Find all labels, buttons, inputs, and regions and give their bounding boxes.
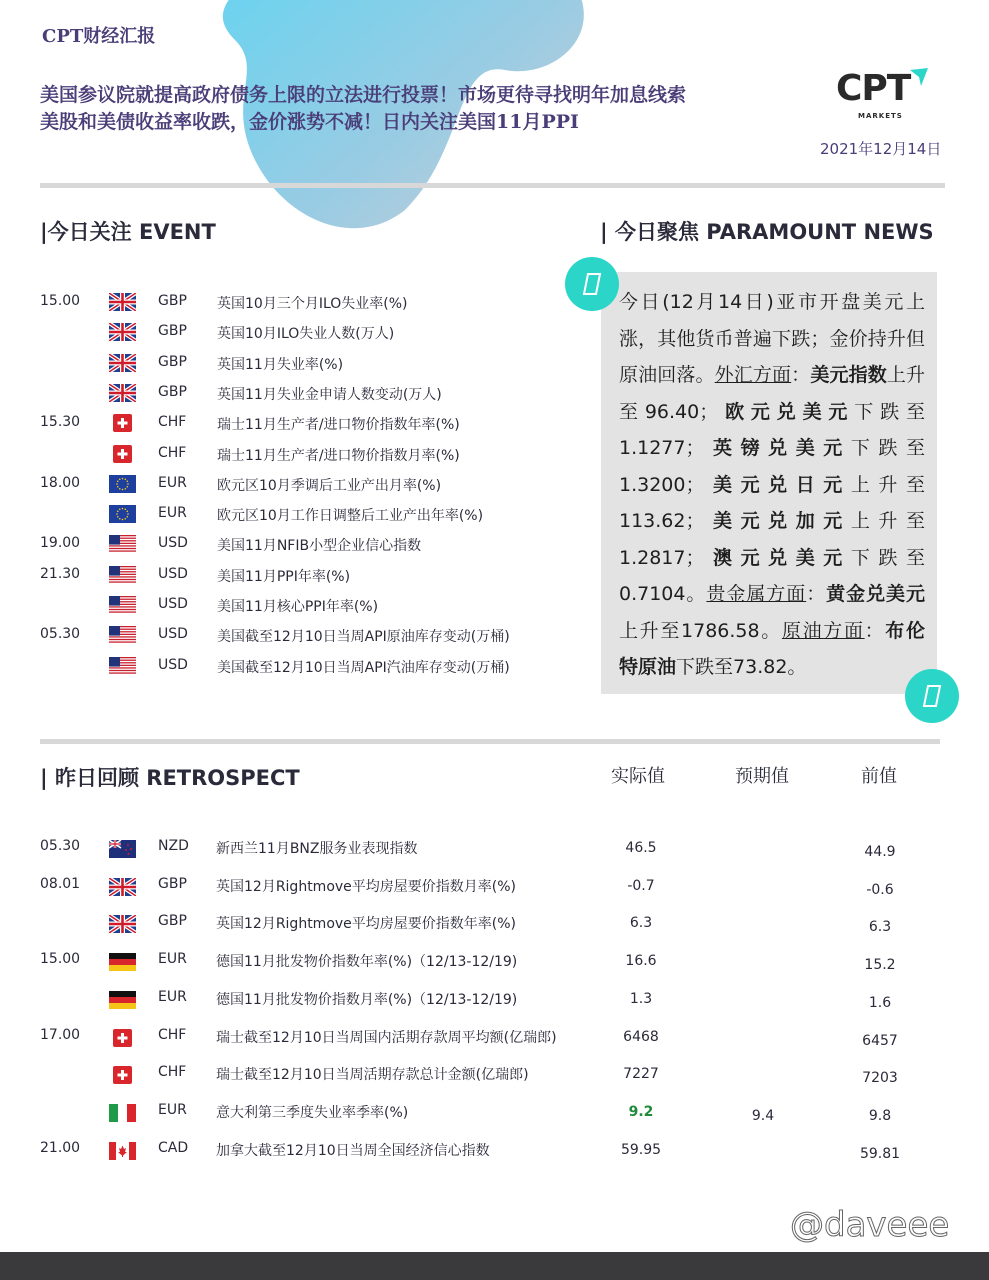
retrospect-row bbox=[40, 1136, 940, 1172]
event-currency: USD bbox=[158, 656, 188, 673]
event-currency: EUR bbox=[158, 474, 187, 491]
eu-flag-icon bbox=[109, 475, 136, 493]
event-row bbox=[40, 469, 560, 499]
retro-description: 意大利第三季度失业率季率(%) bbox=[216, 1104, 409, 1121]
retro-actual: 6.3 bbox=[629, 915, 653, 932]
fx-label: 外汇方面 bbox=[714, 364, 792, 386]
event-time: 19.00 bbox=[40, 535, 81, 552]
retro-currency: CHF bbox=[158, 1026, 187, 1043]
event-description: 瑞士11月生产者/进口物价指数年率(%) bbox=[217, 417, 460, 434]
retro-description: 瑞士截至12月10日当周国内活期存款周平均额(亿瑞郎) bbox=[216, 1029, 557, 1046]
retro-currency: CAD bbox=[158, 1139, 189, 1156]
divider-middle bbox=[40, 739, 940, 744]
retrospect-row bbox=[40, 909, 940, 945]
quote-close-icon bbox=[905, 669, 959, 723]
event-row bbox=[40, 378, 560, 408]
germany-flag-icon bbox=[109, 991, 136, 1009]
event-description: 瑞士11月生产者/进口物价指数月率(%) bbox=[217, 447, 460, 464]
new-zealand-flag-icon bbox=[109, 840, 136, 858]
retro-description: 德国11月批发物价指数月率(%)（12/13-12/19) bbox=[216, 991, 518, 1008]
event-currency: USD bbox=[158, 626, 188, 643]
retro-time: 17.00 bbox=[40, 1026, 81, 1043]
retro-actual: 46.5 bbox=[625, 840, 657, 856]
retro-currency: EUR bbox=[158, 988, 187, 1005]
retro-prev: 59.81 bbox=[859, 1145, 901, 1162]
event-row bbox=[40, 317, 560, 347]
event-description: 欧元区10月季调后工业产出月率(%) bbox=[217, 477, 442, 494]
retrospect-row bbox=[40, 1060, 940, 1096]
retro-prev: 1.6 bbox=[868, 994, 892, 1011]
event-currency: USD bbox=[158, 565, 188, 582]
brand-small: CPT财经汇报 bbox=[42, 26, 156, 47]
event-description: 英国10月ILO失业人数(万人) bbox=[217, 326, 395, 343]
retro-time: 05.30 bbox=[40, 838, 81, 854]
canada-flag-icon bbox=[109, 1142, 136, 1160]
retro-description: 瑞士截至12月10日当周活期存款总计金额(亿瑞郎) bbox=[216, 1067, 529, 1084]
event-time: 05.30 bbox=[40, 626, 81, 643]
retro-prev: 9.8 bbox=[868, 1107, 892, 1124]
switzerland-flag-icon bbox=[109, 445, 136, 463]
event-currency: GBP bbox=[158, 353, 187, 370]
us-flag-icon bbox=[109, 657, 136, 675]
event-description: 美国11月NFIB小型企业信心指数 bbox=[217, 538, 422, 555]
retro-prev: 44.9 bbox=[864, 844, 896, 860]
uk-flag-icon bbox=[109, 915, 136, 933]
retro-currency: EUR bbox=[158, 1101, 187, 1118]
event-currency: GBP bbox=[158, 383, 187, 400]
event-description: 欧元区10月工作日调整后工业产出年率(%) bbox=[217, 508, 484, 525]
event-currency: EUR bbox=[158, 505, 187, 522]
event-currency: GBP bbox=[158, 323, 187, 340]
retrospect-row bbox=[40, 1098, 940, 1134]
retro-actual: -0.7 bbox=[627, 877, 655, 894]
event-time: 18.00 bbox=[40, 474, 81, 491]
event-description: 美国截至12月10日当周API原油库存变动(万桶) bbox=[217, 629, 510, 646]
eu-flag-icon bbox=[109, 505, 136, 523]
retro-currency: NZD bbox=[158, 838, 189, 854]
event-currency: CHF bbox=[158, 444, 187, 461]
headline bbox=[40, 82, 830, 136]
event-row bbox=[40, 529, 560, 559]
retro-description: 新西兰11月BNZ服务业表现指数 bbox=[216, 841, 418, 857]
retro-description: 德国11月批发物价指数年率(%)（12/13-12/19) bbox=[216, 954, 518, 971]
col-actual-header: 实际值 bbox=[611, 766, 665, 787]
switzerland-flag-icon bbox=[109, 1066, 136, 1084]
retro-currency: EUR bbox=[158, 951, 187, 968]
event-time: 15.00 bbox=[40, 293, 81, 309]
news-title: | 今日聚焦 PARAMOUNT NEWS bbox=[600, 220, 934, 244]
retro-forecast: 9.4 bbox=[751, 1107, 775, 1124]
logo-text: CPT bbox=[836, 68, 911, 109]
col-forecast-header: 预期值 bbox=[735, 766, 789, 787]
retro-currency: GBP bbox=[158, 913, 187, 930]
events-title: |今日关注 EVENT bbox=[40, 220, 216, 244]
divider-top bbox=[40, 183, 945, 188]
retro-actual: 6468 bbox=[623, 1028, 659, 1045]
oil-label: 原油方面 bbox=[781, 619, 865, 642]
event-currency: USD bbox=[158, 535, 188, 552]
us-flag-icon bbox=[109, 596, 136, 614]
retro-prev: 6.3 bbox=[868, 919, 892, 936]
switzerland-flag-icon bbox=[109, 414, 136, 432]
retro-time: 08.01 bbox=[40, 875, 81, 892]
retro-actual: 9.2 bbox=[628, 1103, 654, 1120]
retro-actual: 1.3 bbox=[629, 990, 653, 1007]
event-row bbox=[40, 348, 560, 378]
retro-actual: 7227 bbox=[623, 1066, 659, 1083]
event-time: 21.30 bbox=[40, 565, 81, 582]
retro-actual: 16.6 bbox=[625, 953, 657, 970]
retro-description: 英国12月Rightmove平均房屋要价指数月率(%) bbox=[216, 878, 517, 895]
headline-line-2: 美股和美债收益率收跌，金价涨势不减！日内关注美国11月PPI bbox=[40, 111, 579, 133]
uk-flag-icon bbox=[109, 878, 136, 896]
event-description: 美国11月核心PPI年率(%) bbox=[217, 599, 379, 615]
event-row bbox=[40, 590, 560, 620]
footer-bar bbox=[0, 1252, 989, 1280]
retro-description: 英国12月Rightmove平均房屋要价指数年率(%) bbox=[216, 916, 517, 933]
event-currency: USD bbox=[158, 596, 188, 612]
retro-currency: GBP bbox=[158, 875, 187, 892]
retro-prev: 15.2 bbox=[864, 957, 896, 974]
retro-prev: 7203 bbox=[862, 1070, 898, 1087]
retro-currency: CHF bbox=[158, 1064, 187, 1081]
cpt-logo bbox=[836, 68, 946, 126]
col-prev-header: 前值 bbox=[861, 766, 897, 787]
event-description: 英国11月失业金申请人数变动(万人) bbox=[217, 386, 442, 403]
event-row bbox=[40, 560, 560, 590]
uk-flag-icon bbox=[109, 384, 136, 402]
quote-open-icon bbox=[565, 257, 619, 311]
metals-label: 贵金属方面 bbox=[706, 583, 807, 605]
retro-prev: 6457 bbox=[862, 1032, 898, 1049]
event-row bbox=[40, 651, 560, 681]
retro-time: 15.00 bbox=[40, 951, 81, 968]
event-description: 美国11月PPI年率(%) bbox=[217, 568, 351, 585]
retrospect-row bbox=[40, 1023, 940, 1059]
event-description: 英国10月三个月ILO失业率(%) bbox=[217, 296, 408, 312]
logo-subtext: MARKETS bbox=[858, 112, 903, 120]
event-currency: GBP bbox=[158, 293, 187, 309]
event-row bbox=[40, 620, 560, 650]
retro-prev: -0.6 bbox=[866, 881, 894, 898]
event-row bbox=[40, 439, 560, 469]
retro-description: 加拿大截至12月10日当周全国经济信心指数 bbox=[216, 1142, 490, 1159]
event-currency: CHF bbox=[158, 414, 187, 431]
germany-flag-icon bbox=[109, 953, 136, 971]
event-row bbox=[40, 499, 560, 529]
retro-time: 21.00 bbox=[40, 1139, 81, 1156]
retro-actual: 59.95 bbox=[620, 1141, 662, 1158]
event-description: 美国截至12月10日当周API汽油库存变动(万桶) bbox=[217, 659, 510, 676]
uk-flag-icon bbox=[109, 293, 136, 311]
event-row bbox=[40, 408, 560, 438]
event-row bbox=[40, 287, 560, 317]
uk-flag-icon bbox=[109, 354, 136, 372]
news-text: 今日(12月14日)亚市开盘美元上涨，其他货币普遍下跌；金价持升但原油回落。外汇方面：美元指数上升至96.40；欧元兑美元下跌至1.1277；英镑兑美元下跌至1.3200；美元兑日元上升至113.62；美元兑加元上升至1.2817；澳元兑美元下跌至0.7104。贵金属方面：黄金兑美元上升至1786.58。原油方面：布伦特原油下跌至73.82。 bbox=[619, 291, 925, 678]
us-flag-icon bbox=[109, 626, 136, 644]
uk-flag-icon bbox=[109, 323, 136, 341]
us-flag-icon bbox=[109, 535, 136, 553]
us-flag-icon bbox=[109, 566, 136, 584]
event-description: 英国11月失业率(%) bbox=[217, 356, 344, 373]
report-date: 2021年12月14日 bbox=[820, 140, 942, 158]
retrospect-row bbox=[40, 985, 940, 1021]
headline-line-1: 美国参议院就提高政府债务上限的立法进行投票！市场更待寻找明年加息线索 bbox=[40, 84, 687, 106]
retrospect-row bbox=[40, 834, 940, 870]
logo-arrow-icon bbox=[908, 66, 930, 88]
switzerland-flag-icon bbox=[109, 1029, 136, 1047]
event-time: 15.30 bbox=[40, 414, 81, 431]
retrospect-row bbox=[40, 947, 940, 983]
italy-flag-icon bbox=[109, 1104, 136, 1122]
watermark: @daveee bbox=[790, 1205, 950, 1245]
retrospect-title: | 昨日回顾 RETROSPECT bbox=[40, 766, 300, 790]
retrospect-row bbox=[40, 872, 940, 908]
